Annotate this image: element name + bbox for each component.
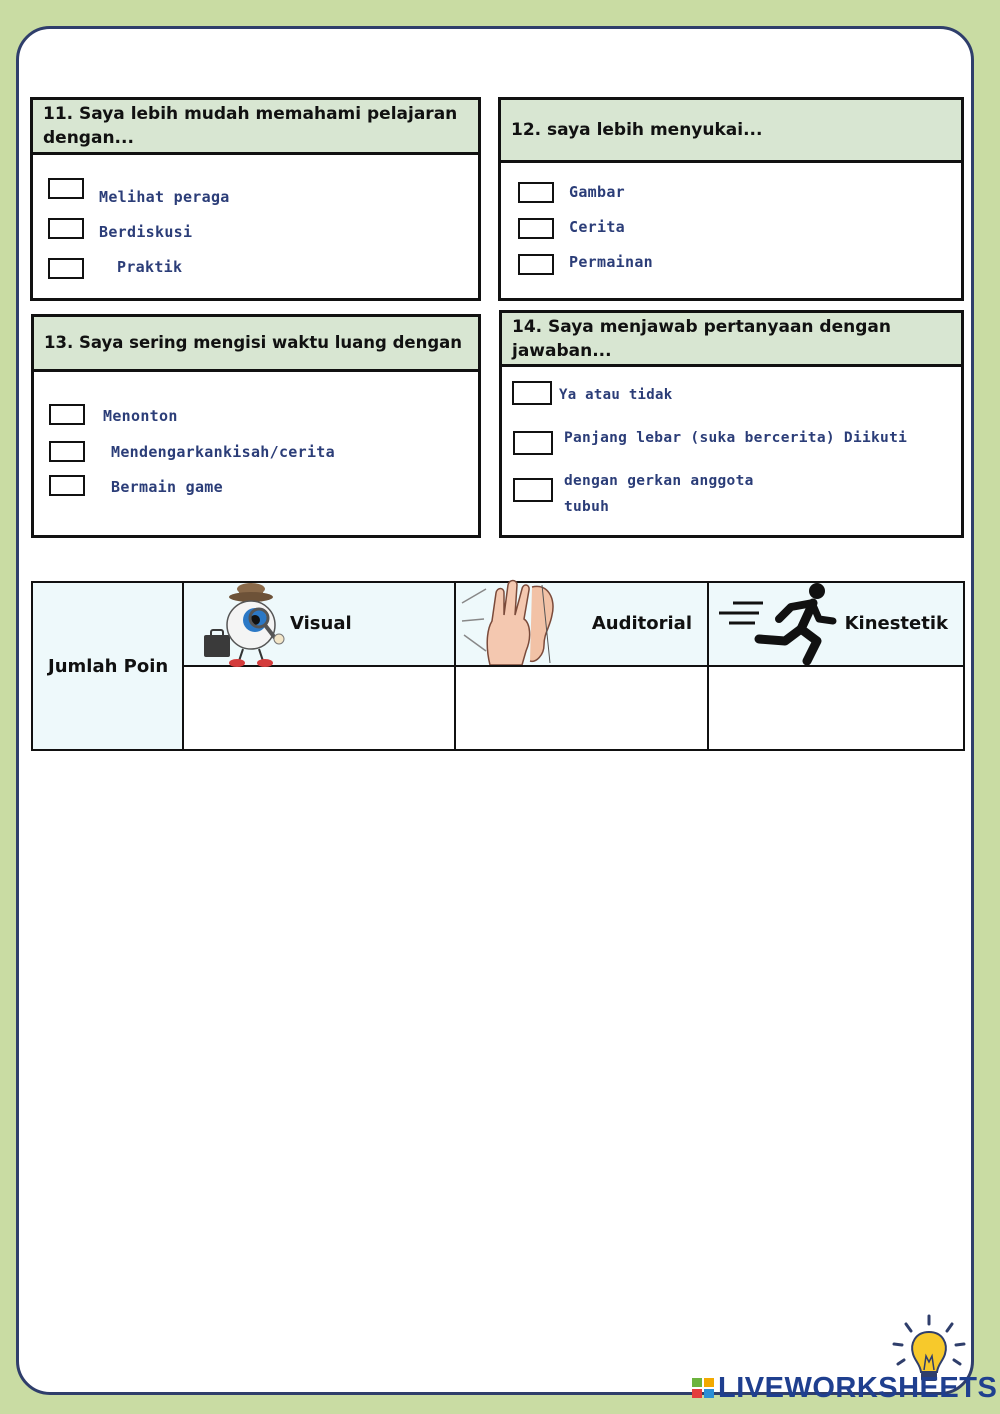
checkbox-praktik[interactable] [48, 258, 84, 279]
option-permainan: Permainan [569, 253, 653, 271]
question-13-box [31, 314, 481, 538]
checkbox-panjang-lebar[interactable] [513, 431, 553, 455]
kinestetik-header-cell [708, 582, 964, 666]
visual-label: Visual [290, 613, 352, 634]
score-table [31, 581, 965, 751]
question-14-header [502, 313, 961, 367]
option-bermain-game: Bermain game [111, 478, 223, 496]
option-gerakan-tubuh: tubuh [564, 499, 610, 515]
question-11-box [30, 97, 481, 301]
checkbox-berdiskusi[interactable] [48, 218, 84, 239]
kinestetik-score-cell[interactable] [708, 666, 964, 750]
option-panjang-lebar: Panjang lebar (suka bercerita) Diikuti [564, 430, 908, 446]
liveworksheets-logo-text: LIVEWORKSHEETS [718, 1372, 998, 1404]
checkbox-cerita[interactable] [518, 218, 554, 239]
option-melihat-peraga: Melihat peraga [99, 188, 230, 206]
eye-detective-icon [199, 583, 294, 669]
checkbox-permainan[interactable] [518, 254, 554, 275]
visual-header-cell [183, 582, 455, 666]
liveworksheets-logo-icon [692, 1378, 716, 1398]
checkbox-melihat-peraga[interactable] [48, 178, 84, 199]
kinestetik-label: Kinestetik [844, 613, 948, 634]
visual-score-cell[interactable] [183, 666, 455, 750]
option-gerakan-anggota: dengan gerkan anggota [564, 473, 754, 489]
option-gambar: Gambar [569, 183, 625, 201]
question-12-header [501, 100, 961, 163]
question-14-box [499, 310, 964, 538]
liveworksheets-logo [718, 1372, 997, 1405]
auditorial-label: Auditorial [591, 613, 692, 634]
auditorial-score-cell[interactable] [455, 666, 708, 750]
option-mendengarkan: Mendengarkankisah/cerita [111, 443, 335, 461]
checkbox-menonton[interactable] [49, 404, 85, 425]
question-14-text: 14. Saya menjawab pertanyaan dengan jawaban... [512, 316, 891, 361]
checkbox-mendengarkan[interactable] [49, 441, 85, 462]
question-12-box [498, 97, 964, 301]
checkbox-gambar[interactable] [518, 182, 554, 203]
question-13-header [34, 317, 478, 372]
jumlah-poin-cell [32, 582, 183, 750]
ear-hand-icon [460, 579, 555, 665]
question-13-text: 13. Saya sering mengisi waktu luang dengan [44, 333, 463, 352]
checkbox-ya-atau-tidak[interactable] [512, 381, 552, 405]
option-ya-atau-tidak: Ya atau tidak [559, 387, 673, 403]
running-man-icon [715, 581, 839, 667]
option-cerita: Cerita [569, 218, 625, 236]
question-12-text: 12. saya lebih menyukai... [511, 120, 763, 140]
checkbox-gerakan-tubuh[interactable] [513, 478, 553, 502]
auditorial-header-cell [455, 582, 708, 666]
option-berdiskusi: Berdiskusi [99, 223, 193, 241]
checkbox-bermain-game[interactable] [49, 475, 85, 496]
option-menonton: Menonton [103, 407, 178, 425]
option-praktik: Praktik [117, 258, 183, 276]
jumlah-poin-label: Jumlah Poin [48, 655, 169, 677]
question-11-text: 11. Saya lebih mudah memahami pelajaran dengan... [43, 104, 458, 148]
question-11-header [33, 100, 478, 155]
